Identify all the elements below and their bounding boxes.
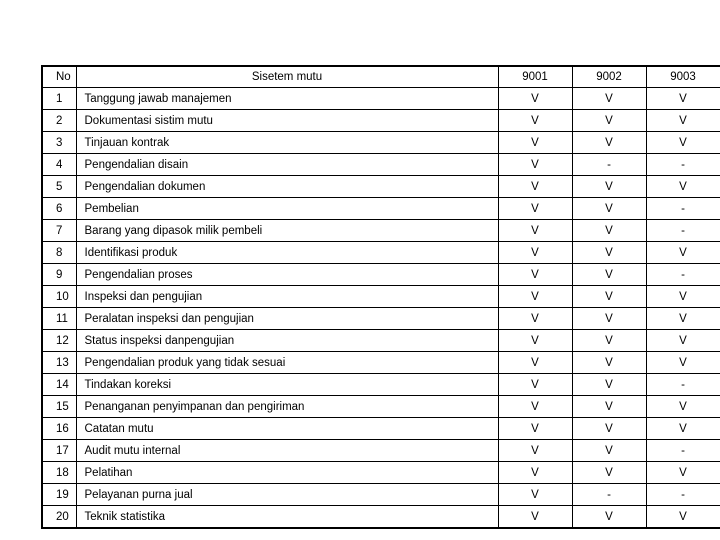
cell-9003: V [646, 330, 720, 352]
cell-9001: V [498, 242, 572, 264]
table-row [42, 330, 720, 352]
cell-9001: V [498, 110, 572, 132]
cell-system: Dokumentasi sistim mutu [76, 110, 498, 132]
cell-no: 6 [42, 198, 76, 220]
table-row [42, 374, 720, 396]
cell-9001: V [498, 396, 572, 418]
cell-9001: V [498, 154, 572, 176]
header-no: No [42, 66, 76, 88]
header-system: Sisetem mutu [76, 66, 498, 88]
table-row [42, 440, 720, 462]
cell-system: Pengendalian produk yang tidak sesuai [76, 352, 498, 374]
cell-system: Tinjauan kontrak [76, 132, 498, 154]
iso-quality-system-table [41, 65, 720, 529]
cell-9003: V [646, 352, 720, 374]
cell-9002: V [572, 176, 646, 198]
cell-9002: V [572, 198, 646, 220]
cell-system: Tindakan koreksi [76, 374, 498, 396]
cell-9003: - [646, 264, 720, 286]
cell-9002: V [572, 396, 646, 418]
header-iso-9001: 9001 [498, 66, 572, 88]
cell-no: 10 [42, 286, 76, 308]
cell-system: Inspeksi dan pengujian [76, 286, 498, 308]
table-row [42, 88, 720, 110]
cell-system: Status inspeksi danpengujian [76, 330, 498, 352]
cell-9002: V [572, 242, 646, 264]
cell-9001: V [498, 440, 572, 462]
cell-9003: V [646, 506, 720, 529]
cell-9003: - [646, 154, 720, 176]
cell-system: Identifikasi produk [76, 242, 498, 264]
cell-no: 7 [42, 220, 76, 242]
cell-9003: V [646, 88, 720, 110]
cell-system: Audit mutu internal [76, 440, 498, 462]
cell-9002: V [572, 132, 646, 154]
table-row [42, 198, 720, 220]
cell-9003: V [646, 396, 720, 418]
table-row [42, 352, 720, 374]
cell-no: 16 [42, 418, 76, 440]
cell-9003: V [646, 308, 720, 330]
cell-no: 13 [42, 352, 76, 374]
table-row [42, 154, 720, 176]
cell-9001: V [498, 418, 572, 440]
cell-system: Pengendalian disain [76, 154, 498, 176]
cell-9001: V [498, 308, 572, 330]
cell-system: Pengendalian dokumen [76, 176, 498, 198]
cell-system: Pelatihan [76, 462, 498, 484]
table-header-row [42, 66, 720, 88]
cell-9002: V [572, 264, 646, 286]
cell-no: 19 [42, 484, 76, 506]
cell-no: 8 [42, 242, 76, 264]
cell-9003: V [646, 418, 720, 440]
cell-system: Pengendalian proses [76, 264, 498, 286]
cell-9003: V [646, 286, 720, 308]
cell-no: 2 [42, 110, 76, 132]
cell-9002: V [572, 352, 646, 374]
cell-9002: V [572, 374, 646, 396]
cell-system: Pembelian [76, 198, 498, 220]
cell-no: 12 [42, 330, 76, 352]
header-iso-9002: 9002 [572, 66, 646, 88]
cell-9001: V [498, 462, 572, 484]
cell-9003: V [646, 462, 720, 484]
cell-9001: V [498, 374, 572, 396]
cell-9001: V [498, 506, 572, 529]
table-row [42, 220, 720, 242]
cell-9002: - [572, 484, 646, 506]
cell-no: 5 [42, 176, 76, 198]
cell-system: Penanganan penyimpanan dan pengiriman [76, 396, 498, 418]
cell-9001: V [498, 484, 572, 506]
cell-9002: - [572, 154, 646, 176]
table-row [42, 242, 720, 264]
cell-system: Pelayanan purna jual [76, 484, 498, 506]
cell-no: 18 [42, 462, 76, 484]
cell-no: 17 [42, 440, 76, 462]
cell-9002: V [572, 220, 646, 242]
cell-system: Catatan mutu [76, 418, 498, 440]
cell-9003: - [646, 198, 720, 220]
cell-9001: V [498, 198, 572, 220]
cell-9002: V [572, 440, 646, 462]
table-row [42, 484, 720, 506]
header-iso-9003: 9003 [646, 66, 720, 88]
cell-no: 20 [42, 506, 76, 529]
table-row [42, 396, 720, 418]
cell-9002: V [572, 462, 646, 484]
cell-9003: - [646, 220, 720, 242]
cell-9001: V [498, 264, 572, 286]
cell-no: 9 [42, 264, 76, 286]
cell-9003: - [646, 484, 720, 506]
cell-9001: V [498, 220, 572, 242]
cell-no: 11 [42, 308, 76, 330]
table-row [42, 132, 720, 154]
table-row [42, 176, 720, 198]
cell-9001: V [498, 352, 572, 374]
table-row [42, 264, 720, 286]
cell-9002: V [572, 286, 646, 308]
cell-no: 4 [42, 154, 76, 176]
cell-no: 3 [42, 132, 76, 154]
cell-9002: V [572, 308, 646, 330]
cell-system: Teknik statistika [76, 506, 498, 529]
cell-9003: V [646, 132, 720, 154]
cell-9003: V [646, 242, 720, 264]
cell-9003: - [646, 440, 720, 462]
cell-9001: V [498, 132, 572, 154]
cell-9003: V [646, 110, 720, 132]
table-row [42, 418, 720, 440]
cell-9001: V [498, 330, 572, 352]
cell-9002: V [572, 88, 646, 110]
table-row [42, 308, 720, 330]
cell-9001: V [498, 88, 572, 110]
cell-9003: V [646, 176, 720, 198]
cell-9002: V [572, 418, 646, 440]
cell-9002: V [572, 110, 646, 132]
cell-system: Barang yang dipasok milik pembeli [76, 220, 498, 242]
cell-no: 14 [42, 374, 76, 396]
table-body [42, 88, 720, 529]
table-row [42, 462, 720, 484]
cell-9001: V [498, 286, 572, 308]
cell-9003: - [646, 374, 720, 396]
cell-no: 15 [42, 396, 76, 418]
table-row [42, 286, 720, 308]
cell-9002: V [572, 506, 646, 529]
cell-9002: V [572, 330, 646, 352]
cell-no: 1 [42, 88, 76, 110]
cell-9001: V [498, 176, 572, 198]
table-row [42, 506, 720, 529]
table-row [42, 110, 720, 132]
cell-system: Tanggung jawab manajemen [76, 88, 498, 110]
cell-system: Peralatan inspeksi dan pengujian [76, 308, 498, 330]
